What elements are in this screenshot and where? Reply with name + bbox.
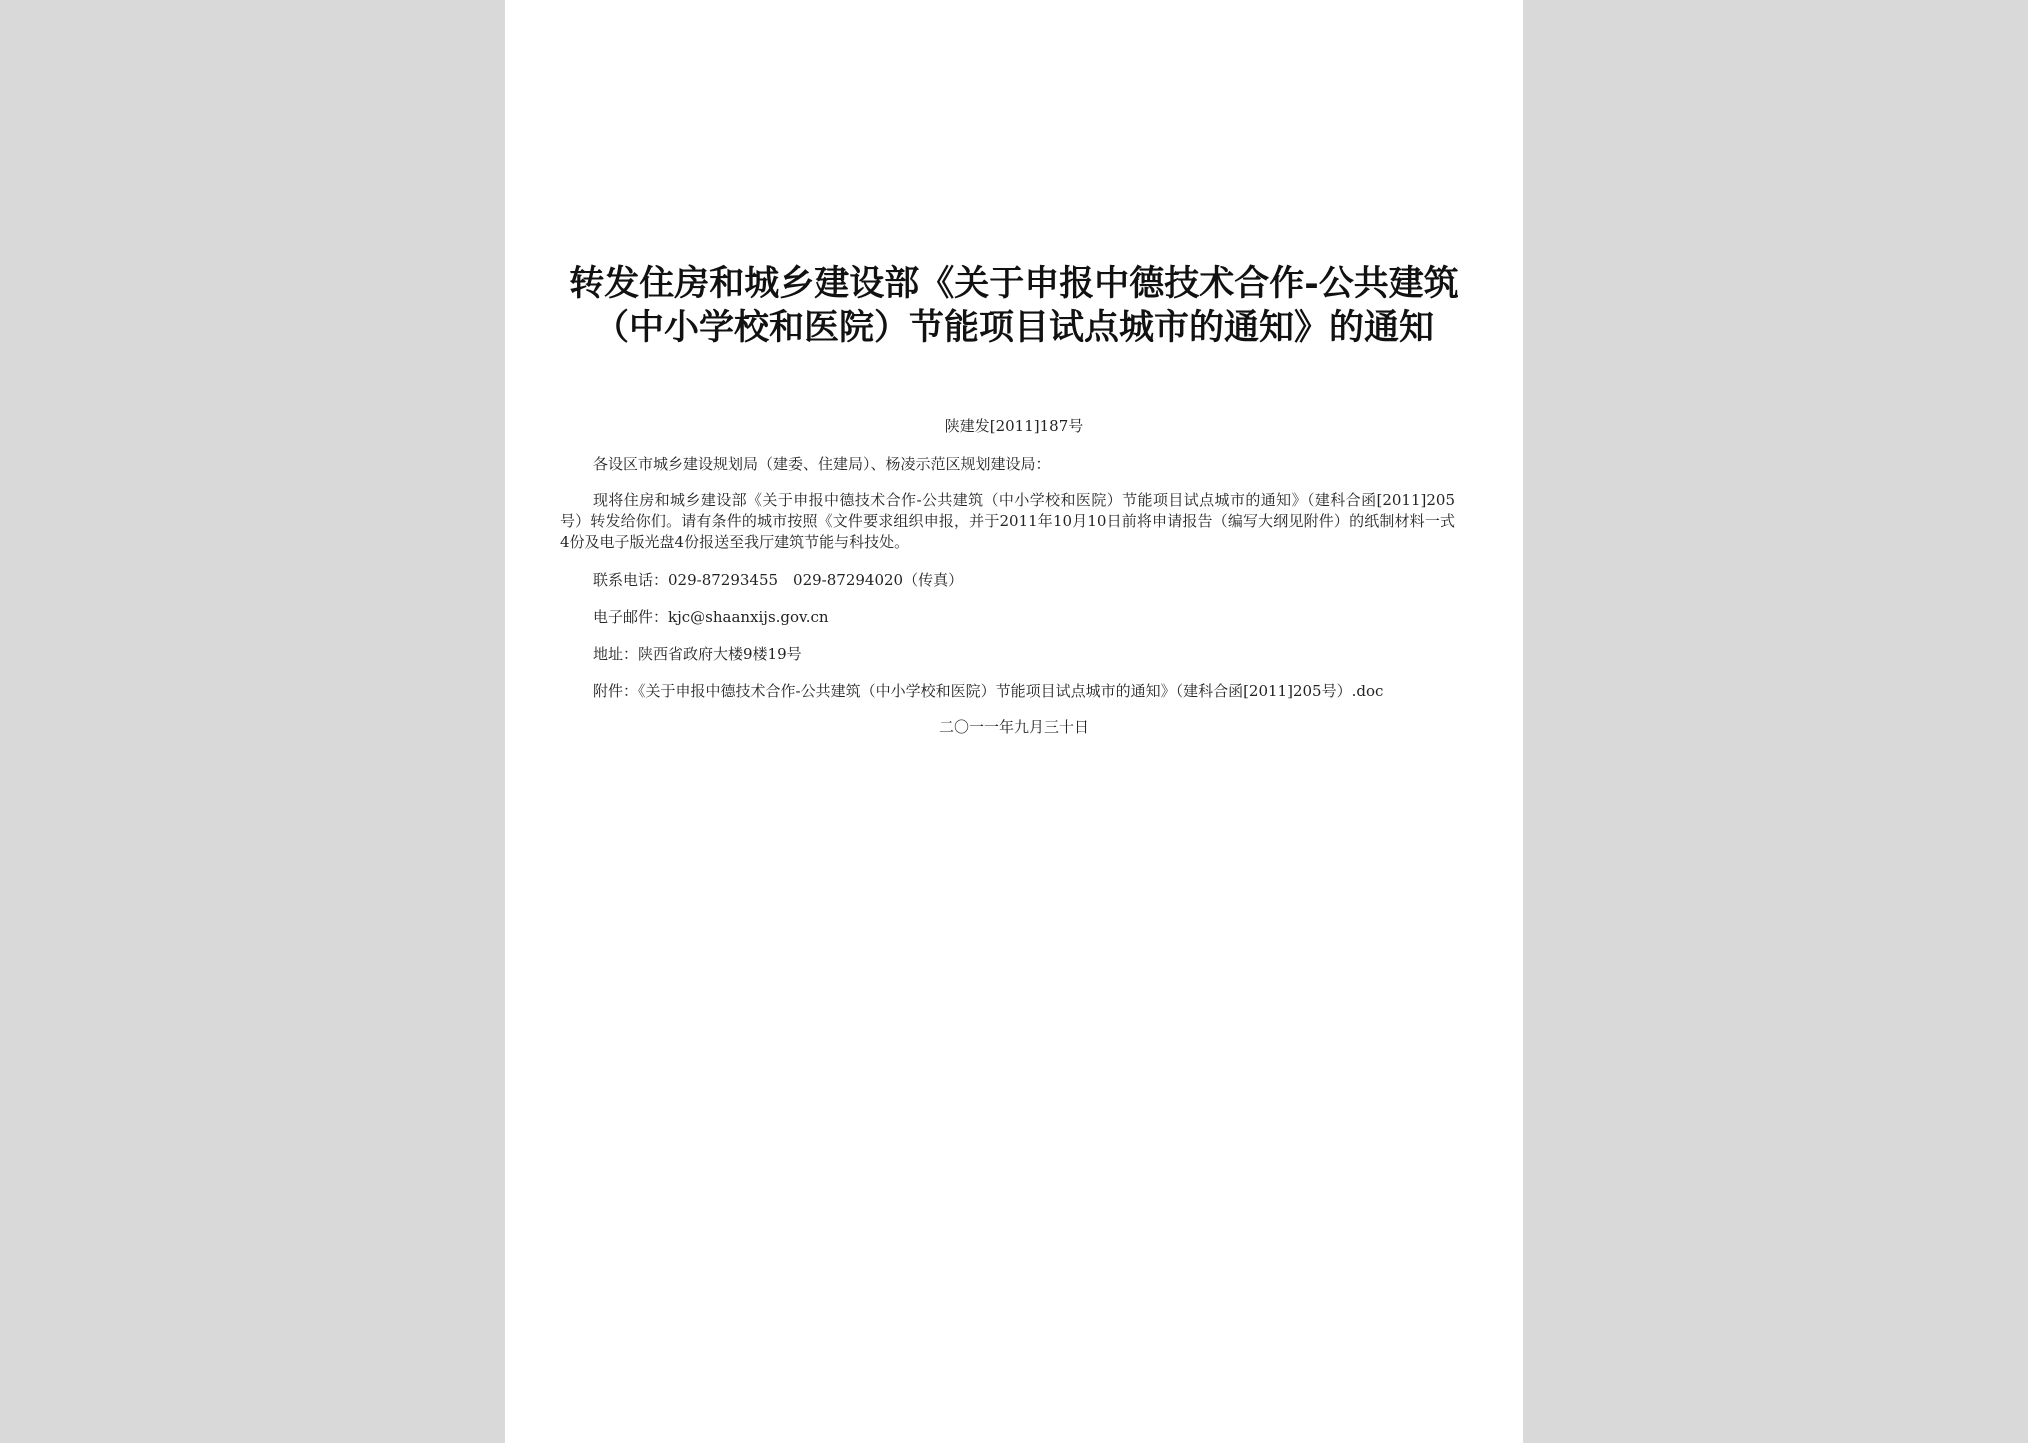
attachment-link[interactable]: 附件：《关于申报中德技术合作-公共建筑（中小学校和医院）节能项目试点城市的通知》（建科合函[2011]205号）.doc (593, 682, 1384, 700)
body-paragraph: 现将住房和城乡建设部《关于申报中德技术合作-公共建筑（中小学校和医院）节能项目试点城市的通知》（建科合函[2011]205号）转发给你们。请有条件的城市按照《文件要求组织申报，并于2011年10月10日前将申请报告（编写大纲见附件）的纸制材料一式4份及电子版光盘4份报送至我厅建筑节能与科技处。 (560, 491, 1455, 551)
contact-address: 地址：陕西省政府大楼9楼19号 (593, 645, 802, 663)
salutation: 各设区市城乡建设规划局（建委、住建局）、杨凌示范区规划建设局： (593, 455, 1051, 473)
document-number: 陕建发[2011]187号 (944, 417, 1084, 435)
document-title: 转发住房和城乡建设部《关于申报中德技术合作-公共建筑（中小学校和医院）节能项目试点城市的通知》的通知 (569, 263, 1459, 348)
document-page (505, 0, 1523, 1443)
contact-phone: 联系电话：029-87293455 029-87294020（传真） (593, 571, 964, 589)
contact-email: 电子邮件：kjc@shaanxijs.gov.cn (593, 608, 829, 626)
document-date: 二〇一一年九月三十日 (938, 718, 1089, 736)
